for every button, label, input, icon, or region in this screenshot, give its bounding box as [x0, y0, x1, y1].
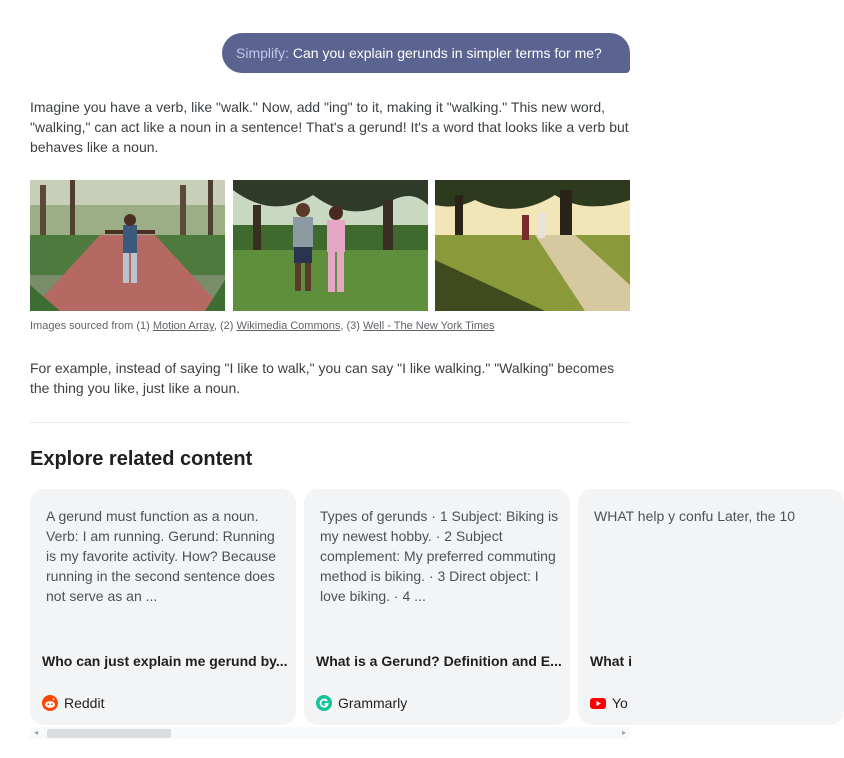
scroll-right-arrow-icon[interactable]: ▸: [621, 728, 626, 737]
scroll-left-arrow-icon[interactable]: ◂: [34, 728, 39, 737]
carousel-scrollbar[interactable]: [30, 727, 630, 739]
card-snippet: Types of gerunds · 1 Subject: Biking is my newest hobby. · 2 Subject complement: My preferred commuting method is biking. · 3 Direct object: I love biking. · 4 ...: [320, 508, 559, 604]
related-card-grammarly[interactable]: [304, 489, 570, 725]
query-text: Can you explain gerunds in simpler terms for me?: [292, 45, 602, 61]
image-man-walking-path[interactable]: [30, 180, 225, 311]
divider: [30, 422, 630, 423]
card-title[interactable]: Who can just explain me gerund by...: [42, 653, 288, 669]
related-card-youtube[interactable]: [578, 489, 844, 725]
card-title[interactable]: What is a Gerund? Definition and E...: [316, 653, 562, 669]
card-title[interactable]: What i: [590, 653, 632, 669]
grammarly-icon: [316, 695, 332, 711]
related-cards-carousel[interactable]: [30, 489, 796, 725]
card-source-name: Reddit: [64, 695, 105, 711]
image-row: [30, 180, 630, 312]
query-prefix: Simplify:: [236, 45, 289, 61]
card-source: [42, 695, 104, 711]
source-link-nyt[interactable]: Well - The New York Times: [363, 320, 495, 332]
card-snippet: A gerund must function as a noun. Verb: I am running. Gerund: Running is my favorite activity. How? Because running in the second sentence does not serve as an ...: [46, 508, 277, 604]
image-sunlit-park-path[interactable]: [435, 180, 630, 311]
card-source: [316, 695, 407, 711]
answer-paragraph-2: For example, instead of saying "I like to walk," you can say "I like walking." "Walking" becomes the thing you like, just like a noun.: [30, 360, 615, 396]
source-link-motion-array[interactable]: Motion Array: [152, 320, 214, 332]
sources-separator-3: , (3): [340, 320, 360, 332]
card-source-name: Grammarly: [338, 695, 408, 711]
card-source: [590, 695, 628, 711]
related-card-reddit[interactable]: [30, 489, 296, 725]
youtube-icon: [590, 695, 606, 711]
source-link-wikimedia[interactable]: Wikimedia Commons: [236, 320, 341, 332]
answer-paragraph-1: Imagine you have a verb, like "walk." Now, add "ing" to it, making it "walking." This new word, "walking," can act like a noun in a sentence! That's a gerund! It's a word that looks like a verb but behaves like a noun.: [30, 99, 629, 155]
sources-prefix: Images sourced from (1): [30, 320, 150, 332]
reddit-icon: [42, 695, 58, 711]
sources-separator-2: , (2): [213, 320, 234, 332]
image-sources: [30, 320, 495, 332]
card-snippet: WHAT help y confu Later, the 10: [594, 508, 796, 524]
image-couple-walking-park[interactable]: [233, 180, 428, 311]
query-bubble: [222, 33, 630, 73]
scroll-thumb[interactable]: [47, 729, 171, 738]
card-source-name: Yo: [612, 695, 628, 711]
related-section-title: Explore related content: [30, 448, 253, 470]
